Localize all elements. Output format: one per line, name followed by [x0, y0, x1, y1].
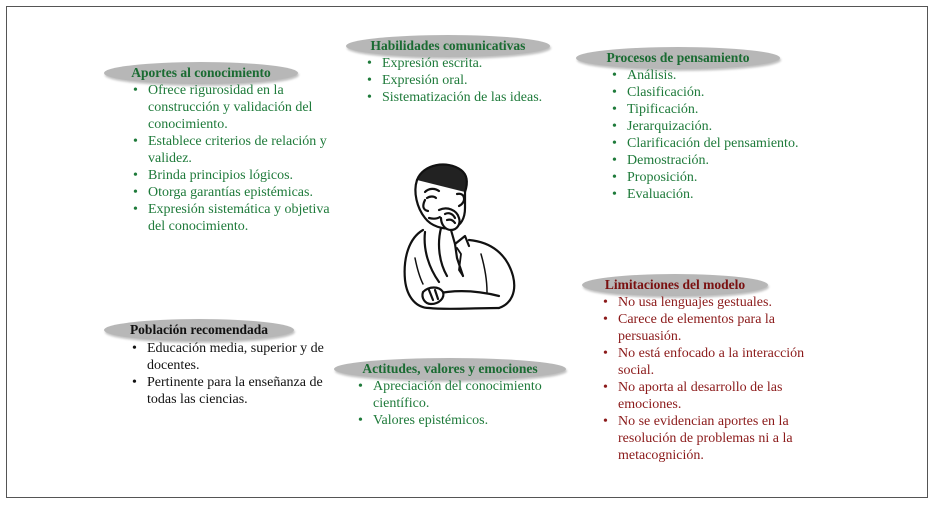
list-item: • Análisis.: [611, 67, 851, 84]
list-item: • Otorga garantías epistémicas.: [132, 184, 332, 201]
section-procesos-list: [611, 67, 851, 203]
list-item: • Demostración.: [611, 152, 851, 169]
list-item: • Apreciación del conocimiento científico.: [357, 378, 557, 412]
list-item: • Sistematización de las ideas.: [366, 89, 546, 106]
section-aportes-list: [132, 82, 332, 235]
list-item: • Carece de elementos para la persuasión.: [602, 311, 834, 345]
section-limitaciones-list: [602, 294, 834, 464]
thinking-man-icon: [395, 158, 525, 318]
list-item: • Establece criterios de relación y validez.: [132, 133, 332, 167]
list-item: • Expresión oral.: [366, 72, 546, 89]
list-item: • Expresión escrita.: [366, 55, 546, 72]
section-habilidades-title: Habilidades comunicativas: [346, 35, 550, 57]
section-poblacion-title: Población recomendada: [104, 319, 294, 341]
list-item: • Educación media, superior y de docentes.: [131, 340, 331, 374]
list-item: • No se evidencian aportes en la resolución de problemas ni a la metacognición.: [602, 413, 834, 464]
section-limitaciones-title: Limitaciones del modelo: [582, 274, 768, 296]
list-item: • No usa lenguajes gestuales.: [602, 294, 834, 311]
section-actitudes-list: [357, 378, 557, 429]
list-item: • Jerarquización.: [611, 118, 851, 135]
list-item: • Evaluación.: [611, 186, 851, 203]
section-actitudes-title: Actitudes, valores y emociones: [334, 358, 566, 380]
list-item: • Ofrece rigurosidad en la construcción y validación del conocimiento.: [132, 82, 332, 133]
list-item: • No está enfocado a la interacción social.: [602, 345, 834, 379]
section-aportes-title: Aportes al conocimiento: [104, 62, 298, 84]
list-item: • Valores epistémicos.: [357, 412, 557, 429]
list-item: • Tipificación.: [611, 101, 851, 118]
section-procesos-title: Procesos de pensamiento: [576, 47, 780, 69]
list-item: • Proposición.: [611, 169, 851, 186]
list-item: • Pertinente para la enseñanza de todas las ciencias.: [131, 374, 331, 408]
list-item: • Brinda principios lógicos.: [132, 167, 332, 184]
section-poblacion-list: [131, 340, 331, 408]
section-habilidades-list: [366, 55, 546, 106]
list-item: • Clasificación.: [611, 84, 851, 101]
list-item: • No aporta al desarrollo de las emociones.: [602, 379, 834, 413]
list-item: • Clarificación del pensamiento.: [611, 135, 851, 152]
list-item: • Expresión sistemática y objetiva del conocimiento.: [132, 201, 332, 235]
